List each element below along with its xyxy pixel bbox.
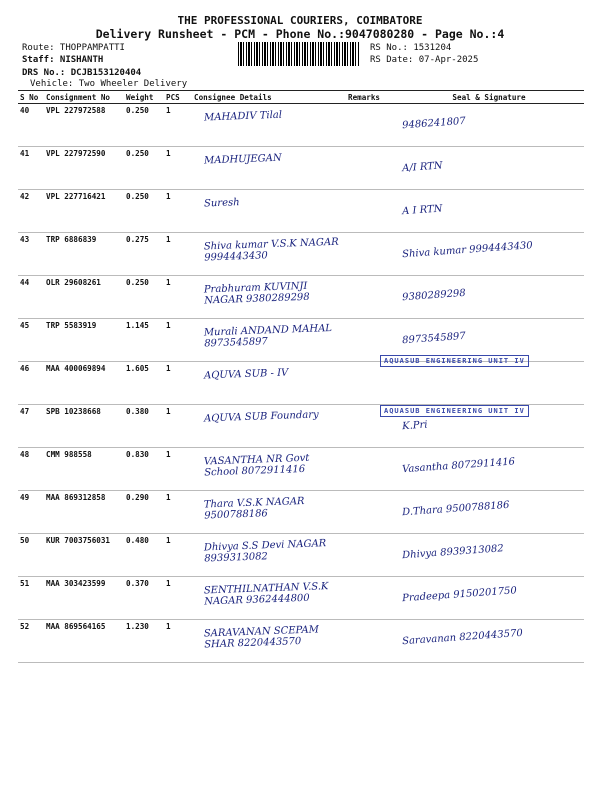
- signature-cell: [394, 577, 584, 620]
- handwritten-signature: [402, 366, 582, 379]
- runsheet-subtitle: Delivery Runsheet - PCM - Phone No.:9047080280 - Page No.:4: [95, 27, 505, 41]
- consignee-cell: [192, 448, 346, 491]
- sno-cell: 50: [18, 534, 44, 577]
- sno-cell: 52: [18, 620, 44, 663]
- consignee-cell: [192, 319, 346, 362]
- weight-cell: 0.250: [124, 276, 164, 319]
- handwritten-consignee: Dhivya S.S Devi NAGAR 8939313082: [203, 538, 327, 565]
- handwritten-consignee: Prabhuram KUVINJI NAGAR 9380289298: [203, 280, 310, 307]
- consignee-cell: [192, 577, 346, 620]
- signature-cell: [394, 448, 584, 491]
- handwritten-consignee: AQUVA SUB Foundary: [203, 409, 319, 425]
- weight-cell: 0.480: [124, 534, 164, 577]
- sno-cell: 44: [18, 276, 44, 319]
- signature-cell: [394, 362, 584, 405]
- pcs-cell: 1: [164, 448, 192, 491]
- table-row: [18, 448, 584, 491]
- pcs-cell: 1: [164, 319, 192, 362]
- signature-cell: [394, 233, 584, 276]
- handwritten-consignee: Murali ANDAND MAHAL 8973545897: [203, 322, 333, 350]
- consignment-cell: MAA 400069894: [44, 362, 124, 405]
- table-row: [18, 147, 584, 190]
- sno-cell: 51: [18, 577, 44, 620]
- sno-cell: 46: [18, 362, 44, 405]
- handwritten-consignee: Shiva kumar V.S.K NAGAR 9994443430: [203, 236, 339, 264]
- sno-cell: 43: [18, 233, 44, 276]
- consignment-cell: MAA 869312858: [44, 491, 124, 534]
- weight-cell: 0.250: [124, 104, 164, 147]
- handwritten-consignee: Suresh: [203, 197, 240, 210]
- runsheet-table: [18, 90, 584, 663]
- pcs-cell: 1: [164, 276, 192, 319]
- table-header-row: [18, 91, 584, 104]
- consignee-cell: [192, 147, 346, 190]
- handwritten-consignee: MAHADIV Tilal: [203, 109, 283, 124]
- weight-cell: 0.830: [124, 448, 164, 491]
- pcs-cell: 1: [164, 620, 192, 663]
- handwritten-signature: 8973545897: [401, 330, 467, 347]
- table-row: [18, 362, 584, 405]
- sno-cell: 40: [18, 104, 44, 147]
- consignment-cell: KUR 7003756031: [44, 534, 124, 577]
- remarks-cell: [346, 276, 394, 319]
- pcs-cell: 1: [164, 534, 192, 577]
- consignee-cell: [192, 620, 346, 663]
- table-row: [18, 534, 584, 577]
- signature-cell: [394, 190, 584, 233]
- company-title: THE PROFESSIONAL COURIERS, COIMBATORE: [177, 14, 423, 27]
- company-stamp: AQUASUB ENGINEERING UNIT IV: [380, 405, 529, 417]
- sno-cell: 42: [18, 190, 44, 233]
- consignment-cell: TRP 5583919: [44, 319, 124, 362]
- sno-cell: 41: [18, 147, 44, 190]
- consignment-cell: TRP 6886839: [44, 233, 124, 276]
- handwritten-consignee: MADHUJEGAN: [203, 152, 282, 167]
- consignee-cell: [192, 233, 346, 276]
- handwritten-signature: Dhivya 8939313082: [401, 543, 505, 562]
- weight-cell: 0.380: [124, 405, 164, 448]
- table-row: [18, 190, 584, 233]
- consignment-cell: MAA 869564165: [44, 620, 124, 663]
- signature-cell: [394, 620, 584, 663]
- handwritten-consignee: SENTHILNATHAN V.S.K NAGAR 9362444800: [203, 581, 329, 608]
- drs-label: DRS No.: DCJB153120404: [22, 68, 142, 78]
- signature-cell: [394, 276, 584, 319]
- consignee-cell: [192, 534, 346, 577]
- consignment-cell: MAA 303423599: [44, 577, 124, 620]
- pcs-cell: 1: [164, 491, 192, 534]
- weight-cell: 0.250: [124, 190, 164, 233]
- col-header: Consignee Details: [192, 91, 346, 104]
- staff-label: Staff: NISHANTH: [22, 55, 104, 65]
- table-row: [18, 233, 584, 276]
- rs-number: RS No.: 1531204: [370, 43, 452, 53]
- handwritten-signature: 9380289298: [401, 287, 467, 304]
- pcs-cell: 1: [164, 405, 192, 448]
- remarks-cell: [346, 577, 394, 620]
- col-header: PCS: [164, 91, 192, 104]
- table-row: [18, 491, 584, 534]
- pcs-cell: 1: [164, 577, 192, 620]
- table-row: [18, 620, 584, 663]
- pcs-cell: 1: [164, 147, 192, 190]
- sno-cell: 47: [18, 405, 44, 448]
- consignment-cell: OLR 29608261: [44, 276, 124, 319]
- remarks-cell: [346, 534, 394, 577]
- weight-cell: 0.250: [124, 147, 164, 190]
- consignee-cell: [192, 405, 346, 448]
- sno-cell: 45: [18, 319, 44, 362]
- weight-cell: 0.275: [124, 233, 164, 276]
- sno-cell: 49: [18, 491, 44, 534]
- col-header: S No: [18, 91, 44, 104]
- handwritten-signature: A/I RTN: [401, 160, 444, 175]
- handwritten-consignee: Thara V.S.K NAGAR 9500788186: [203, 495, 305, 522]
- pcs-cell: 1: [164, 104, 192, 147]
- remarks-cell: [346, 190, 394, 233]
- consignment-cell: SPB 10238668: [44, 405, 124, 448]
- handwritten-signature: 9486241807: [401, 115, 467, 132]
- handwritten-signature: D.Thara 9500788186: [401, 499, 510, 519]
- remarks-cell: [346, 233, 394, 276]
- col-header: Consignment No: [44, 91, 124, 104]
- rs-date: RS Date: 07-Apr-2025: [370, 55, 479, 65]
- consignee-cell: [192, 362, 346, 405]
- col-header: Seal & Signature: [394, 91, 584, 104]
- pcs-cell: 1: [164, 190, 192, 233]
- route-label: Route: THOPPAMPATTI: [22, 43, 125, 53]
- remarks-cell: [346, 448, 394, 491]
- weight-cell: 0.290: [124, 491, 164, 534]
- table-row: [18, 104, 584, 147]
- remarks-cell: [346, 491, 394, 534]
- consignment-cell: CMM 988558: [44, 448, 124, 491]
- pcs-cell: 1: [164, 233, 192, 276]
- consignment-cell: VPL 227972588: [44, 104, 124, 147]
- handwritten-signature: Saravanan 8220443570: [401, 627, 524, 648]
- handwritten-signature: A I RTN: [401, 203, 443, 218]
- handwritten-consignee: AQUVA SUB - IV: [203, 367, 289, 382]
- barcode: [238, 42, 360, 66]
- table-row: [18, 577, 584, 620]
- col-header: Remarks: [346, 91, 394, 104]
- handwritten-signature: K.Pri: [401, 419, 428, 433]
- handwritten-consignee: VASANTHA NR Govt School 8072911416: [203, 452, 310, 479]
- handwritten-signature: Shiva kumar 9994443430: [401, 240, 534, 261]
- consignment-cell: VPL 227972590: [44, 147, 124, 190]
- signature-cell: [394, 534, 584, 577]
- signature-cell: [394, 147, 584, 190]
- consignee-cell: [192, 104, 346, 147]
- company-stamp: AQUASUB ENGINEERING UNIT IV: [380, 355, 529, 367]
- weight-cell: 1.230: [124, 620, 164, 663]
- pcs-cell: 1: [164, 362, 192, 405]
- consignee-cell: [192, 276, 346, 319]
- weight-cell: 1.605: [124, 362, 164, 405]
- remarks-cell: [346, 620, 394, 663]
- table-row: [18, 276, 584, 319]
- handwritten-signature: Vasantha 8072911416: [401, 456, 516, 476]
- handwritten-consignee: SARAVANAN SCEPAM SHAR 8220443570: [203, 624, 320, 651]
- consignee-cell: [192, 190, 346, 233]
- weight-cell: 1.145: [124, 319, 164, 362]
- signature-cell: [394, 491, 584, 534]
- consignee-cell: [192, 491, 346, 534]
- handwritten-signature: Pradeepa 9150201750: [401, 585, 518, 605]
- weight-cell: 0.370: [124, 577, 164, 620]
- vehicle-label: Vehicle: Two Wheeler Delivery: [30, 79, 188, 89]
- remarks-cell: [346, 362, 394, 405]
- remarks-cell: [346, 104, 394, 147]
- signature-cell: [394, 104, 584, 147]
- sno-cell: 48: [18, 448, 44, 491]
- remarks-cell: [346, 147, 394, 190]
- col-header: Weight: [124, 91, 164, 104]
- consignment-cell: VPL 227716421: [44, 190, 124, 233]
